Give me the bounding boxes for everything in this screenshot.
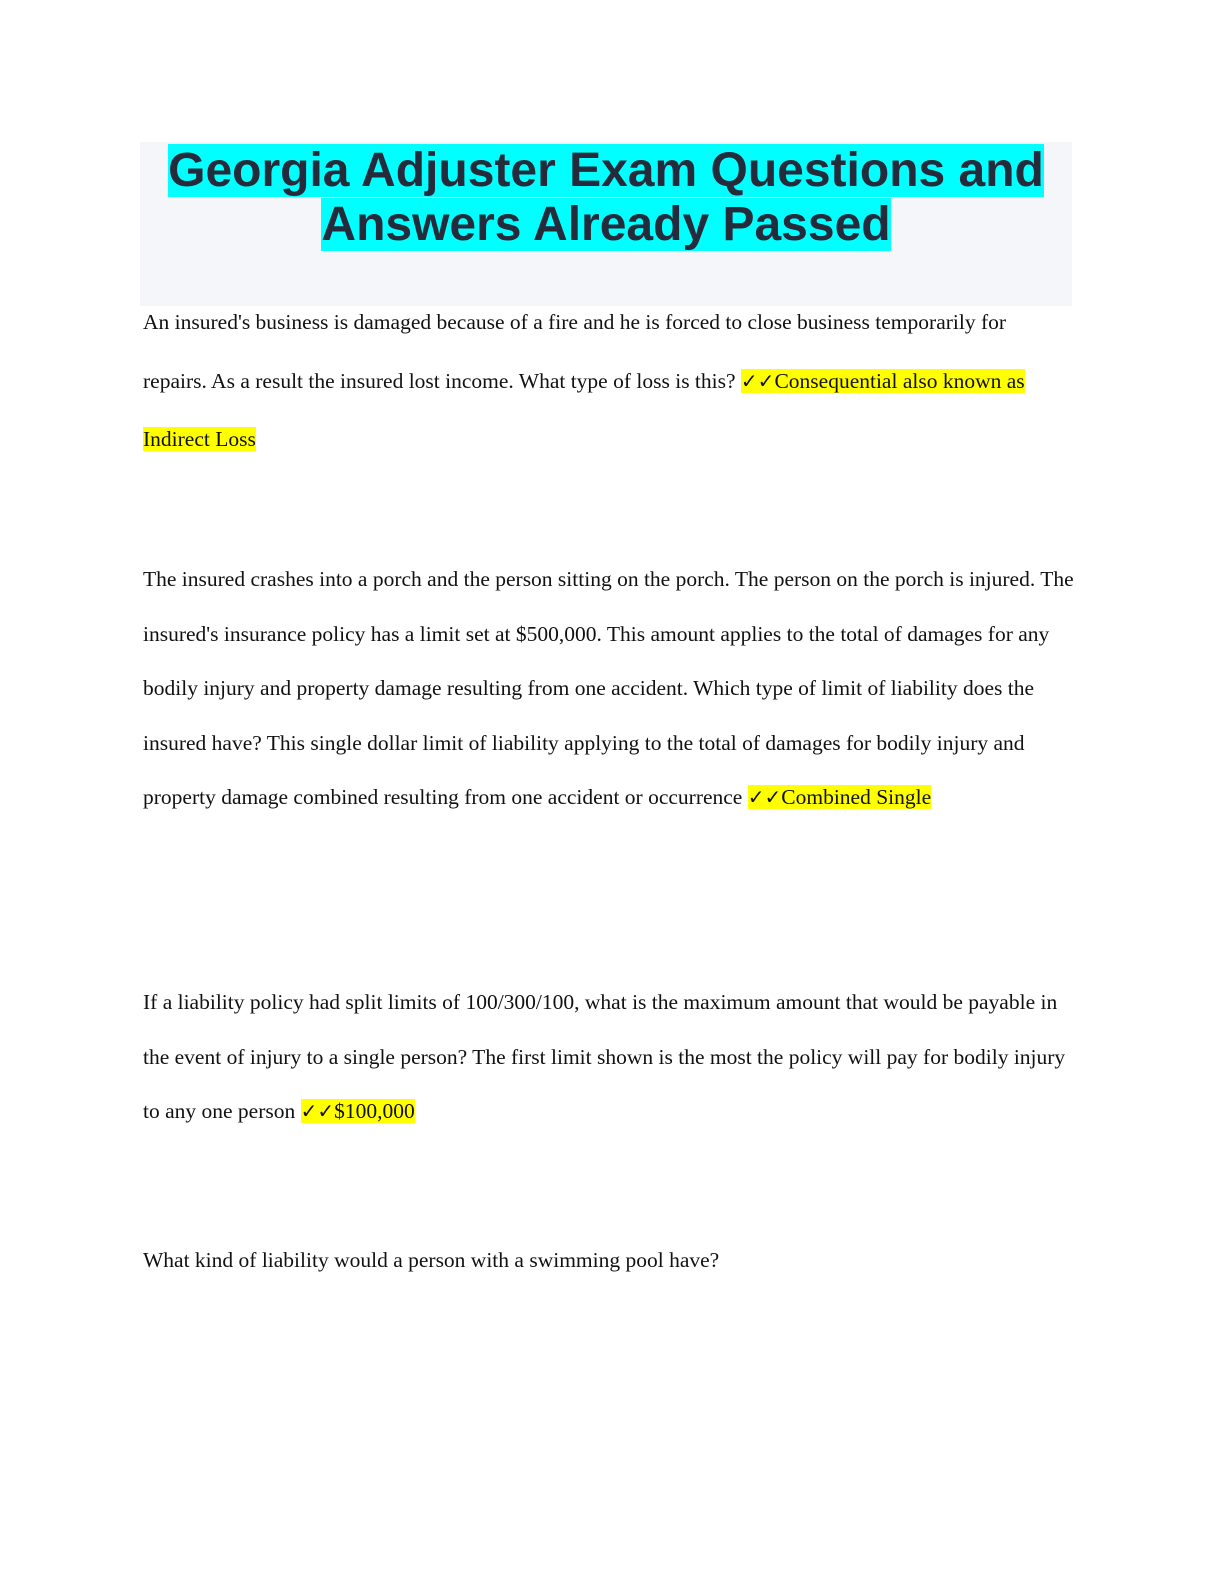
question-3-text: If a liability policy had split limits of 100/300/100, what is the maximum amount that would be payable in the event of injury to a single person? The first limit shown is the most the policy will pay for bodily injury to any one person [143, 990, 1066, 1123]
document-title [140, 142, 1072, 252]
check-mark-icon: ✓✓ [300, 1099, 335, 1123]
answer-1-text: Consequential also known as Indirect Loss [143, 368, 1025, 451]
question-4-text: What kind of liability would a person with a swimming pool have? [143, 1248, 720, 1272]
title-block [140, 142, 1072, 306]
question-3 [143, 975, 1075, 1139]
question-1 [143, 293, 1075, 469]
question-1-text: An insured's business is damaged because of a fire and he is forced to close business temporarily for repairs. As a result the insured lost income. What type of loss is this? [143, 310, 1007, 393]
check-mark-icon: ✓✓ [740, 368, 775, 393]
check-mark-icon: ✓✓ [747, 785, 782, 809]
answer-3-text: $100,000 [334, 1099, 415, 1123]
question-2-text: The insured crashes into a porch and the person sitting on the porch. The person on the porch is injured. The insured's insurance policy has a limit set at $500,000. This amount applies to the total of damages for any bodily injury and property damage resulting from one accident. Which type of limit of liability does the insured have? This single dollar limit of liability applying to the total of damages for bodily injury and property damage combined resulting from one accident or occurrence [143, 567, 1074, 809]
question-4 [143, 1233, 1075, 1288]
answer-2-text: Combined Single [781, 785, 932, 809]
answer-3 [301, 1099, 415, 1123]
answer-2 [748, 785, 931, 809]
document-title-text: Georgia Adjuster Exam Questions and Answers Already Passed [168, 144, 1044, 251]
question-2 [143, 552, 1075, 825]
